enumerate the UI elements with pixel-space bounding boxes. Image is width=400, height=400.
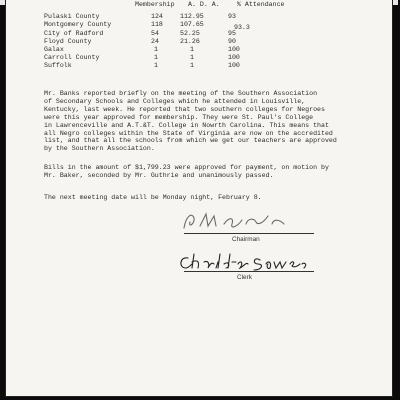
- ada-value: 1: [190, 62, 194, 69]
- bills-paragraph: [44, 164, 364, 180]
- ada-value: 1: [190, 54, 194, 61]
- paragraph-line: Mr. Baker, seconded by Mr. Guthrie and unanimously passed.: [44, 171, 274, 179]
- attendance-value: 93.3: [234, 24, 250, 31]
- attendance-value: 90: [228, 38, 236, 45]
- attendance-value: 100: [228, 54, 240, 61]
- county-name: Suffolk: [44, 62, 72, 69]
- county-name: Floyd County: [44, 38, 92, 45]
- membership-value: 118: [151, 21, 163, 28]
- membership-value: 24: [151, 38, 159, 45]
- paragraph-line: The next meeting date will be Monday night, February 8.: [44, 194, 262, 201]
- corner-mark-top-left: [0, 0, 5, 5]
- banks-report-paragraph: [44, 90, 364, 153]
- ada-value: 52.25: [180, 30, 200, 37]
- paragraph-line: in Lawrenceville and A.T.&T. College in Nowrth Carolina. This means that: [44, 121, 329, 129]
- membership-value: 1: [154, 62, 158, 69]
- membership-value: 1: [154, 46, 158, 53]
- chairman-signature: [176, 206, 296, 236]
- next-meeting-paragraph: [44, 194, 364, 202]
- attendance-value: 95: [228, 30, 236, 37]
- chairman-title: Chairman: [232, 236, 260, 243]
- attendance-value: 100: [228, 46, 240, 53]
- ada-value: 112.95: [180, 13, 204, 20]
- clerk-title: Clerk: [237, 274, 252, 281]
- membership-value: 1: [154, 54, 158, 61]
- paragraph-line: Kentucky, last week. He reported that two southern colleges for Negroes: [44, 105, 325, 113]
- corner-mark-top-right: [393, 0, 398, 5]
- document-page: [6, 0, 392, 396]
- county-name: Carroll County: [44, 54, 100, 61]
- paragraph-line: Bills in the amount of $1,799.23 were approved for payment, on motion by: [44, 164, 329, 171]
- paragraph-line: by the Southern Association.: [44, 145, 155, 153]
- chairman-signature-line: [184, 233, 314, 234]
- header-ada: A. D. A.: [188, 1, 220, 8]
- paragraph-line: list, and that all the schools from which we get our teachers are approved: [44, 137, 337, 145]
- paragraph-line: were this year approved for membership. They were St. Paul's College: [44, 113, 314, 121]
- ada-value: 1: [190, 46, 194, 53]
- county-name: Montgomery County: [44, 21, 112, 28]
- membership-value: 54: [151, 30, 159, 37]
- attendance-value: 100: [228, 62, 240, 69]
- clerk-signature: [174, 250, 314, 276]
- header-membership: Membership: [135, 1, 175, 8]
- paragraph-line: all Negro colleges within the State of Virginia are now on the accredited: [44, 129, 333, 137]
- county-name: Pulaski County: [44, 13, 100, 20]
- header-attendance: % Attendance: [237, 1, 285, 8]
- membership-value: 124: [151, 13, 163, 20]
- attendance-value: 93: [228, 13, 236, 20]
- clerk-signature-line: [184, 271, 314, 272]
- county-name: City of Radford: [44, 30, 104, 37]
- ada-value: 21.26: [180, 38, 200, 45]
- county-name: Galax: [44, 46, 64, 53]
- paragraph-line: of Secondary Schools and Colleges which he attended in Louisville,: [44, 97, 306, 105]
- paragraph-line: Mr. Banks reported briefly on the meeting of the Southern Association: [44, 90, 318, 97]
- ada-value: 107.65: [180, 21, 204, 28]
